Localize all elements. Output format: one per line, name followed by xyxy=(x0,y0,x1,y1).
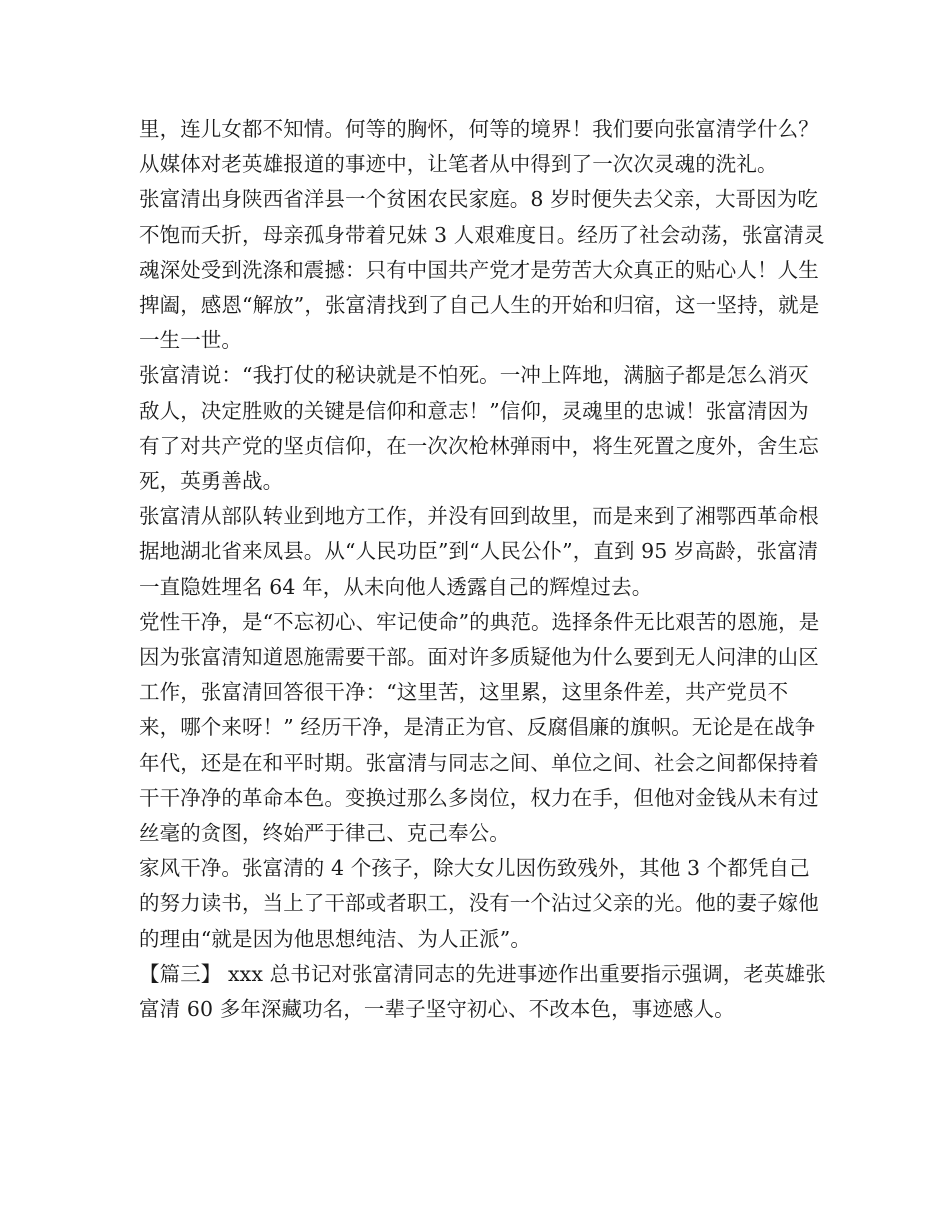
paragraph-3: 张富清说：“我打仗的秘诀就是不怕死。一冲上阵地，满脑子都是怎么消灭敌人，决定胜败的关键是信仰和意志！”信仰，灵魂里的忠诚！张富清因为有了对共产党的坚贞信仰，在一次次枪林弹雨中，将生死置之度外，舍生忘死，英勇善战。 xyxy=(139,363,819,494)
paragraph-7: 【篇三】 xxx 总书记对张富清同志的先进事迹作出重要指示强调，老英雄张富清 60 多年深藏功名，一辈子坚守初心、不改本色，事迹感人。 xyxy=(139,961,826,1022)
paragraph-1: 里，连儿女都不知情。何等的胸怀，何等的境界！我们要向张富清学什么？从媒体对老英雄报道的事迹中，让笔者从中得到了一次次灵魂的洗礼。 xyxy=(139,117,819,177)
document-body xyxy=(139,112,829,1027)
paragraph-2: 张富清出身陕西省洋县一个贫困农民家庭。8 岁时便失去父亲，大哥因为吃不饱而夭折，母亲孤身带着兄妹 3 人艰难度日。经历了社会动荡，张富清灵魂深处受到洗涤和震撼：只有中国共产党才是劳苦大众真正的贴心人！人生捭阖，感恩“解放”，张富清找到了自己人生的开始和归宿，这一坚持，就是一生一世。 xyxy=(139,187,825,353)
paragraph-4: 张富清从部队转业到地方工作，并没有回到故里，而是来到了湘鄂西革命根据地湖北省来凤县。从“人民功臣”到“人民公仆”，直到 95 岁高龄，张富清一直隐姓埋名 64 年，从未向他人透露自己的辉煌过去。 xyxy=(139,504,819,599)
paragraph-6: 家风干净。张富清的 4 个孩子，除大女儿因伤致残外，其他 3 个都凭自己的努力读书，当上了干部或者职工，没有一个沾过父亲的光。他的妻子嫁他的理由“就是因为他思想纯洁、为人正派”。 xyxy=(139,856,819,951)
paragraph-5: 党性干净，是“不忘初心、牢记使命”的典范。选择条件无比艰苦的恩施，是因为张富清知道恩施需要干部。面对许多质疑他为什么要到无人问津的山区工作，张富清回答很干净：“这里苦，这里累，这里条件差，共产党员不来，哪个来呀！” 经历干净，是清正为官、反腐倡廉的旗帜。无论是在战争年代，还是在和平时期。张富清与同志之间、单位之间、社会之间都保持着干干净净的革命本色。变换过那么多岗位，权力在手，但他对金钱从未有过丝毫的贪图，终始严于律己、克己奉公。 xyxy=(139,609,820,846)
